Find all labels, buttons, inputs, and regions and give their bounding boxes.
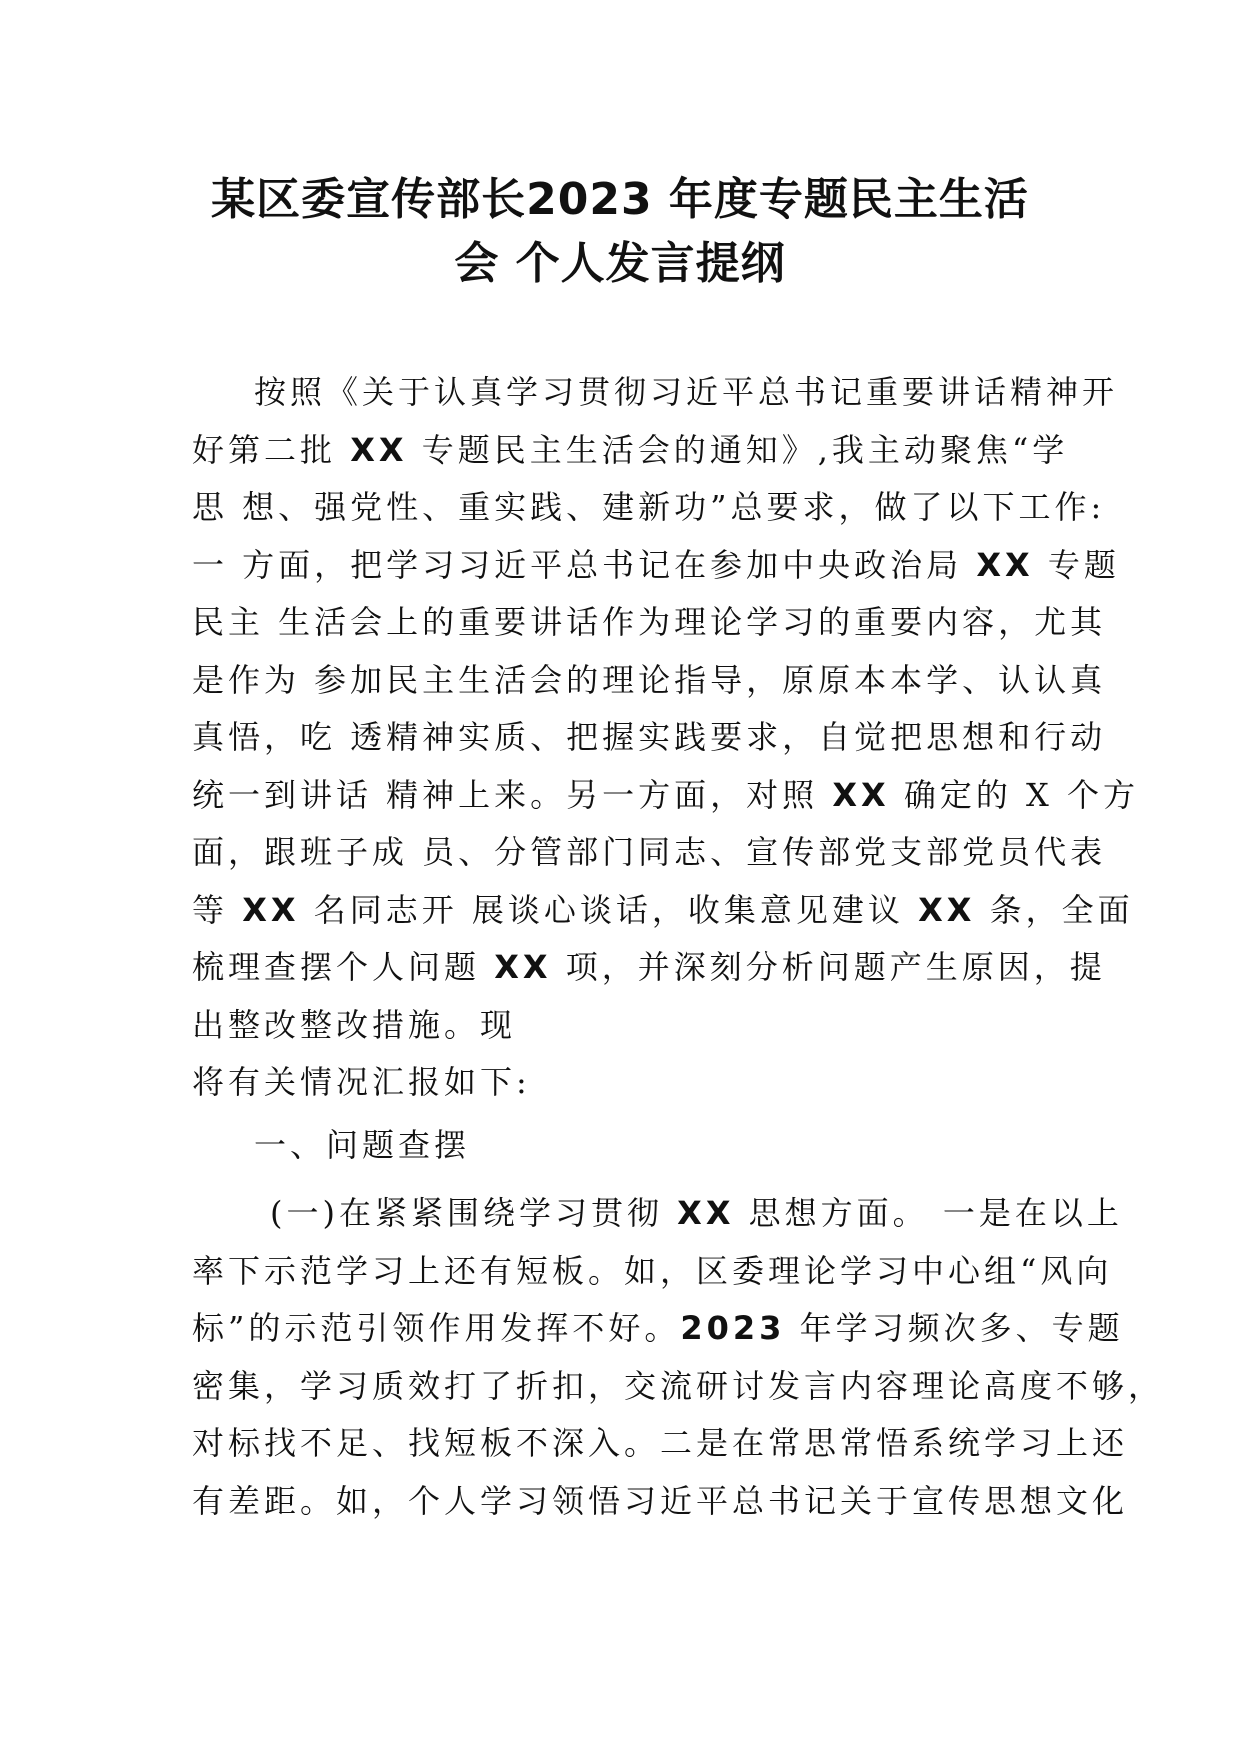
placeholder-token: XX bbox=[242, 891, 300, 929]
placeholder-token: XX bbox=[832, 776, 890, 814]
paragraph-line: 民主 生活会上的重要讲话作为理论学习的重要内容，尤其 bbox=[192, 603, 1107, 641]
document-title-line-1: 某区委宣传部长2023 年度专题民主生活 bbox=[211, 174, 1029, 225]
paragraph-line: 按照《关于认真学习贯彻习近平总书记重要讲话精神开 bbox=[254, 373, 1119, 411]
paragraph-line: 对标找不足、找短板不深入。二是在常思常悟系统学习上还 bbox=[192, 1424, 1129, 1462]
paragraph-line: 标”的示范引领作用发挥不好。2023 年学习频次多、专题 bbox=[192, 1309, 1124, 1347]
paragraph-line: (一)在紧紧围绕学习贯彻 XX 思想方面。 一是在以上 bbox=[270, 1194, 1123, 1232]
paragraph-line: 出整改整改措施。现 bbox=[192, 1006, 517, 1044]
paragraph-line: 等 XX 名同志开 展谈心谈话，收集意见建议 XX 条，全面 bbox=[192, 891, 1134, 929]
paragraph-line: 率下示范学习上还有短板。如，区委理论学习中心组“风向 bbox=[192, 1252, 1113, 1290]
placeholder-token: XX bbox=[677, 1194, 735, 1232]
placeholder-token: XX bbox=[976, 546, 1034, 584]
paragraph-line: 将有关情况汇报如下: bbox=[192, 1063, 531, 1101]
paragraph-line: 真悟，吃 透精神实质、把握实践要求，自觉把思想和行动 bbox=[192, 718, 1107, 756]
placeholder-token: 2023 bbox=[680, 1309, 786, 1347]
paragraph-line: 一 方面，把学习习近平总书记在参加中央政治局 XX 专题 bbox=[192, 546, 1120, 584]
paragraph-line: 好第二批 XX 专题民主生活会的通知》,我主动聚焦“学 bbox=[192, 431, 1069, 469]
paragraph-line: 是作为 参加民主生活会的理论指导，原原本本学、认认真 bbox=[192, 661, 1107, 699]
placeholder-token: XX bbox=[350, 431, 408, 469]
paragraph-line: 统一到讲话 精神上来。另一方面，对照 XX 确定的 X 个方 bbox=[192, 776, 1140, 814]
placeholder-token: XX bbox=[494, 948, 552, 986]
paragraph-line: 梳理查摆个人问题 XX 项，并深刻分析问题产生原因，提 bbox=[192, 948, 1106, 986]
paragraph-line: 密集，学习质效打了折扣，交流研讨发言内容理论高度不够， bbox=[192, 1367, 1165, 1405]
document-title-line-2: 会 个人发言提纲 bbox=[454, 238, 786, 289]
paragraph-line: 面，跟班子成 员、分管部门同志、宣传部党支部党员代表 bbox=[192, 833, 1107, 871]
paragraph-line: 思 想、强党性、重实践、建新功”总要求，做了以下工作: bbox=[192, 488, 1106, 526]
placeholder-token: XX bbox=[918, 891, 976, 929]
paragraph-line: 有差距。如，个人学习领悟习近平总书记关于宣传思想文化 bbox=[192, 1482, 1129, 1520]
section-heading: 一、问题查摆 bbox=[254, 1126, 471, 1164]
